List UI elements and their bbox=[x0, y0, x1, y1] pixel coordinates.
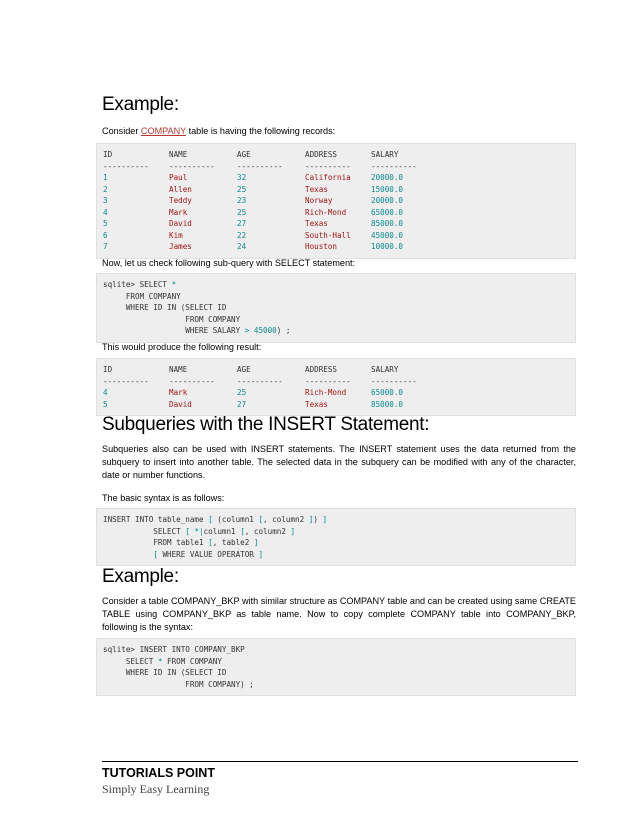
table-row bbox=[103, 387, 569, 399]
table-cell: 27 bbox=[237, 219, 247, 228]
result-intro-text: This would produce the following result: bbox=[102, 342, 262, 352]
table-row bbox=[103, 172, 569, 184]
table-cell: 1 bbox=[103, 173, 108, 182]
table-cell: ---------- bbox=[305, 376, 351, 386]
consider-suffix: table is having the following records: bbox=[186, 126, 336, 136]
table-cell: 5 bbox=[103, 399, 108, 409]
table-row bbox=[103, 195, 569, 207]
table-cell: 23 bbox=[237, 196, 247, 205]
table-cell: James bbox=[169, 242, 192, 251]
code-line: WHERE ID IN (SELECT ID bbox=[103, 668, 227, 677]
table-cell: 65000.0 bbox=[371, 388, 404, 397]
table-cell: 5 bbox=[103, 219, 108, 228]
table-cell: Houston bbox=[305, 242, 338, 251]
table-cell: Paul bbox=[169, 173, 188, 182]
footer-divider bbox=[102, 761, 578, 762]
table-cell: ---------- bbox=[371, 376, 417, 386]
company-bkp-paragraph: Consider a table COMPANY_BKP with similar structure as COMPANY table and can be created using same CREATE TABLE using COMPANY_BKP as table name. Now to copy complete COMPANY table into COMPANY_BKP, following is the syntax: bbox=[102, 596, 576, 632]
table-row bbox=[103, 230, 569, 242]
code-line: FROM COMPANY) ; bbox=[103, 679, 254, 689]
table-cell: ---------- bbox=[237, 161, 283, 171]
consider-paragraph bbox=[102, 125, 576, 138]
table-cell: 85000.0 bbox=[371, 399, 404, 409]
table-cell: Kim bbox=[169, 230, 183, 240]
table-cell: 10000.0 bbox=[371, 242, 404, 251]
table-cell: ---------- bbox=[103, 376, 149, 386]
table-cell: ADDRESS bbox=[305, 150, 338, 159]
code-line: sqlite> SELECT * bbox=[103, 280, 177, 289]
table-cell: NAME bbox=[169, 150, 188, 159]
table-cell: California bbox=[305, 173, 351, 182]
code-line: FROM table1 [, table2 ] bbox=[103, 538, 259, 547]
table-cell: 25 bbox=[237, 207, 247, 217]
table-cell: 65000.0 bbox=[371, 207, 404, 217]
table-cell: NAME bbox=[169, 365, 188, 374]
table-row bbox=[103, 399, 569, 411]
table-cell: 85000.0 bbox=[371, 219, 404, 228]
insert-section-heading: Subqueries with the INSERT Statement: bbox=[102, 414, 430, 435]
table-cell: AGE bbox=[237, 365, 251, 374]
table-cell: 25 bbox=[237, 184, 247, 194]
table-cell: ---------- bbox=[237, 376, 283, 386]
table-cell: Teddy bbox=[169, 196, 192, 205]
table-cell: David bbox=[169, 399, 192, 409]
table-cell: Norway bbox=[305, 196, 333, 205]
insert-description-paragraph: Subqueries also can be used with INSERT statements. The INSERT statement uses the data returned from the subquery to insert into another table. The selected data in the subquery can be modified with any of the character, date or number functions. bbox=[102, 444, 576, 480]
table-cell: SALARY bbox=[371, 365, 399, 374]
table-cell: 15000.0 bbox=[371, 184, 404, 194]
table-cell: Texas bbox=[305, 184, 328, 194]
table-cell: Mark bbox=[169, 388, 188, 397]
table-cell: ID bbox=[103, 365, 113, 374]
table-cell: 22 bbox=[237, 230, 247, 240]
table-header-row bbox=[103, 364, 569, 376]
table-row bbox=[103, 218, 569, 230]
table-cell: 3 bbox=[103, 196, 108, 205]
syntax-intro-text: The basic syntax is as follows: bbox=[102, 493, 225, 503]
table-cell: 32 bbox=[237, 173, 247, 182]
table-cell: ---------- bbox=[169, 161, 215, 171]
table-cell: 20000.0 bbox=[371, 196, 404, 205]
table-cell: ADDRESS bbox=[305, 365, 338, 374]
code-line: SELECT [ *|column1 [, column2 ] bbox=[103, 526, 296, 536]
code-line: INSERT INTO table_name [ (column1 [, column2 ]) ] bbox=[103, 515, 328, 524]
table-cell: 24 bbox=[237, 242, 247, 251]
table-cell: 7 bbox=[103, 242, 108, 251]
code-line: FROM COMPANY bbox=[103, 314, 241, 324]
table-cell: 45000.0 bbox=[371, 230, 404, 240]
result-table-code-block bbox=[96, 358, 576, 416]
table-cell: 2 bbox=[103, 184, 108, 194]
table-cell: 25 bbox=[237, 388, 247, 397]
table-cell: David bbox=[169, 219, 192, 228]
table-cell: ---------- bbox=[103, 161, 149, 171]
code-line: WHERE ID IN (SELECT ID bbox=[103, 303, 227, 312]
code-line: sqlite> INSERT INTO COMPANY_BKP bbox=[103, 645, 245, 654]
code-line: FROM COMPANY bbox=[103, 291, 181, 301]
table-cell: 6 bbox=[103, 230, 108, 240]
example-heading-2: Example: bbox=[102, 566, 179, 587]
table-cell: ---------- bbox=[305, 161, 351, 171]
table-cell: Rich-Mond bbox=[305, 207, 347, 217]
table-cell: SALARY bbox=[371, 150, 399, 159]
code-line: SELECT * FROM COMPANY bbox=[103, 656, 222, 666]
select-subquery-code-block bbox=[96, 273, 576, 343]
consider-prefix: Consider bbox=[102, 126, 141, 136]
table-cell: 4 bbox=[103, 207, 108, 217]
company-link[interactable]: COMPANY bbox=[140, 126, 187, 136]
table-cell: 27 bbox=[237, 399, 247, 409]
table-cell: ID bbox=[103, 150, 113, 159]
table-cell: South-Hall bbox=[305, 230, 351, 240]
table-cell: Texas bbox=[305, 219, 328, 228]
insert-syntax-code-block bbox=[96, 508, 576, 566]
table-cell: Rich-Mond bbox=[305, 388, 347, 397]
table-row bbox=[103, 241, 569, 253]
table-separator-row bbox=[103, 161, 569, 173]
subquery-intro-text: Now, let us check following sub-query with SELECT statement: bbox=[102, 258, 356, 268]
table-separator-row bbox=[103, 376, 569, 388]
company-table-code-block bbox=[96, 143, 576, 259]
footer-title: TUTORIALS POINT bbox=[102, 766, 215, 780]
table-row bbox=[103, 207, 569, 219]
table-row bbox=[103, 184, 569, 196]
table-cell: 4 bbox=[103, 388, 108, 397]
table-cell: 20000.0 bbox=[371, 173, 404, 182]
example-heading: Example: bbox=[102, 94, 179, 115]
code-line: WHERE SALARY > 45000) ; bbox=[103, 326, 291, 335]
footer-subtitle: Simply Easy Learning bbox=[102, 782, 210, 796]
code-line: [ WHERE VALUE OPERATOR ] bbox=[153, 549, 264, 559]
table-header-row bbox=[103, 149, 569, 161]
table-cell: ---------- bbox=[169, 376, 215, 386]
table-cell: ---------- bbox=[371, 161, 417, 171]
table-cell: AGE bbox=[237, 150, 251, 159]
table-cell: Allen bbox=[169, 184, 192, 194]
table-cell: Texas bbox=[305, 399, 328, 409]
table-cell: Mark bbox=[169, 207, 188, 217]
insert-example-code-block bbox=[96, 638, 576, 696]
